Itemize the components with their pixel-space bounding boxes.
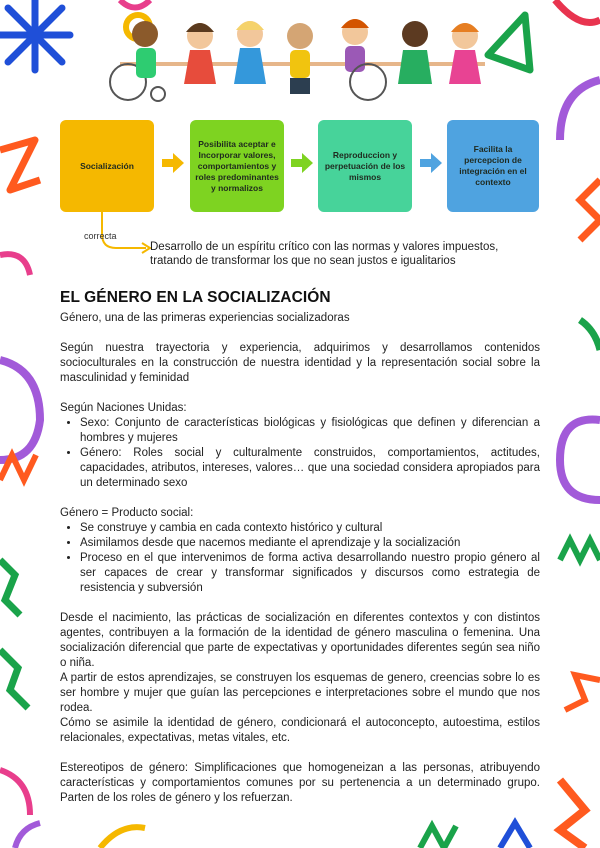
arrow-right-icon [162,153,184,173]
pink-arc-left-2 [0,770,30,815]
purple-arc-tr [560,80,600,140]
paragraph-estereotipos: Estereotipos de género: Simplificaciones que homogeneizan a las personas, atribuyendo características y comportamientos comunes por su pertenencia a un determinado grupo. Parten de los roles de género y los refuerzan. [60,762,540,804]
un-list [60,416,540,491]
flow-box-socializacion: Socialización [60,120,154,212]
orange-zigzag-br [560,780,585,848]
main-content [60,290,540,806]
flow-box-incorporar: Posibilita aceptar e Incorporar valores, comportamientos y roles predominantes y normalizos [190,120,284,212]
green-zigzag-left-2 [0,650,28,708]
paragraph-nacimiento: Desde el nacimiento, las prácticas de socialización en diferentes contextos y con distintos agentes, contribuyen a la formación de la identidad de género masculina o femenina. Una socialización diferencial que parte de expectativas y oportunidades diferentes según sea niño o niña. [60,612,540,669]
flow-box-reproduccion: Reproduccion y perpetuación de los mismos [318,120,412,212]
list-item: • Asimilamos desde que nacemos mediante el aprendizaje y la socialización [80,536,540,551]
red-loop [555,0,600,23]
connector-arrow [96,196,156,256]
child-2 [184,23,216,84]
blue-starburst [0,0,70,70]
child-5-wheelchair [341,19,386,100]
child-6 [398,21,432,84]
list-item: • Proceso en el que intervenimos de forma activa desarrollando nuestro propio género al ser capaces de crear y transformar significados y discursos como estrategia de resistencia y subversión [80,551,540,596]
paragraph-esquemas: A partir de estos aprendizajes, se construyen los esquemas de genero, creencias sobre lo es ser hombre y mujer que guían las percepciones e interpretaciones sobre el mundo que nos rodea. [60,672,540,714]
child-1 [132,21,158,78]
list-item: • Género: Roles social y culturalmente construidos, comportamientos, actitudes, capacidades, atributos, intereses, valores… que una sociedad considera apropiados para un determinado sexo [80,446,540,491]
paragraph-trayectoria: Según nuestra trayectoria y experiencia, adquirimos y desarrollamos contenidos socioculturales en la construcción de nuestra identidad y la representación social sobre la masculinidad y feminidad [60,342,540,384]
producto-social-list [60,521,540,596]
green-wave-bottom [420,826,456,848]
pink-arc-left [0,254,30,275]
correct-answer-text: Desarrollo de un espíritu crítico con las normas y valores impuestos, tratando de transformar los que no sean justos e igualitarios [150,241,499,267]
green-arc-right [580,320,600,350]
list-item: • Se construye y cambia en cada contexto histórico y cultural [80,521,540,536]
flow-box-integracion: Facilita la percepcion de integración en el contexto [447,120,539,212]
green-zigzag-left [0,560,20,615]
orange-zigzag-right [580,180,600,240]
list-item: • Sexo: Conjunto de características biológicas y fisiológicas que definen y diferencian a hombres y mujeres [80,416,540,446]
yellow-arc-bottom [100,827,145,848]
child-7 [449,23,481,84]
orange-zigzag-right-2 [565,675,600,710]
blue-peak-bottom [500,823,530,848]
arrow-right-icon [420,153,442,173]
green-wave-right [560,540,600,560]
section-subtitle: Género, una de las primeras experiencias socializadoras [60,312,350,324]
un-heading: Según Naciones Unidas: [60,402,187,414]
child-4 [287,23,313,94]
pink-squiggle [120,0,150,8]
purple-arc-bl [15,823,40,848]
child-3 [234,21,266,84]
paragraph-identidad: Cómo se asimile la identidad de género, condicionará el autoconcepto, autoestima, estilos relacionales, expectativas, metas vitales, etc. [60,717,540,744]
arrow-right-icon [291,153,313,173]
purple-loop-left [0,360,40,460]
section-title: EL GÉNERO EN LA SOCIALIZACIÓN [60,289,331,306]
purple-loop-right [560,420,600,501]
correct-label: correcta [84,231,117,241]
children-holding-hands-illustration [100,12,500,104]
producto-social-heading: Género = Producto social: [60,507,194,519]
orange-zigzag-left [0,140,40,190]
